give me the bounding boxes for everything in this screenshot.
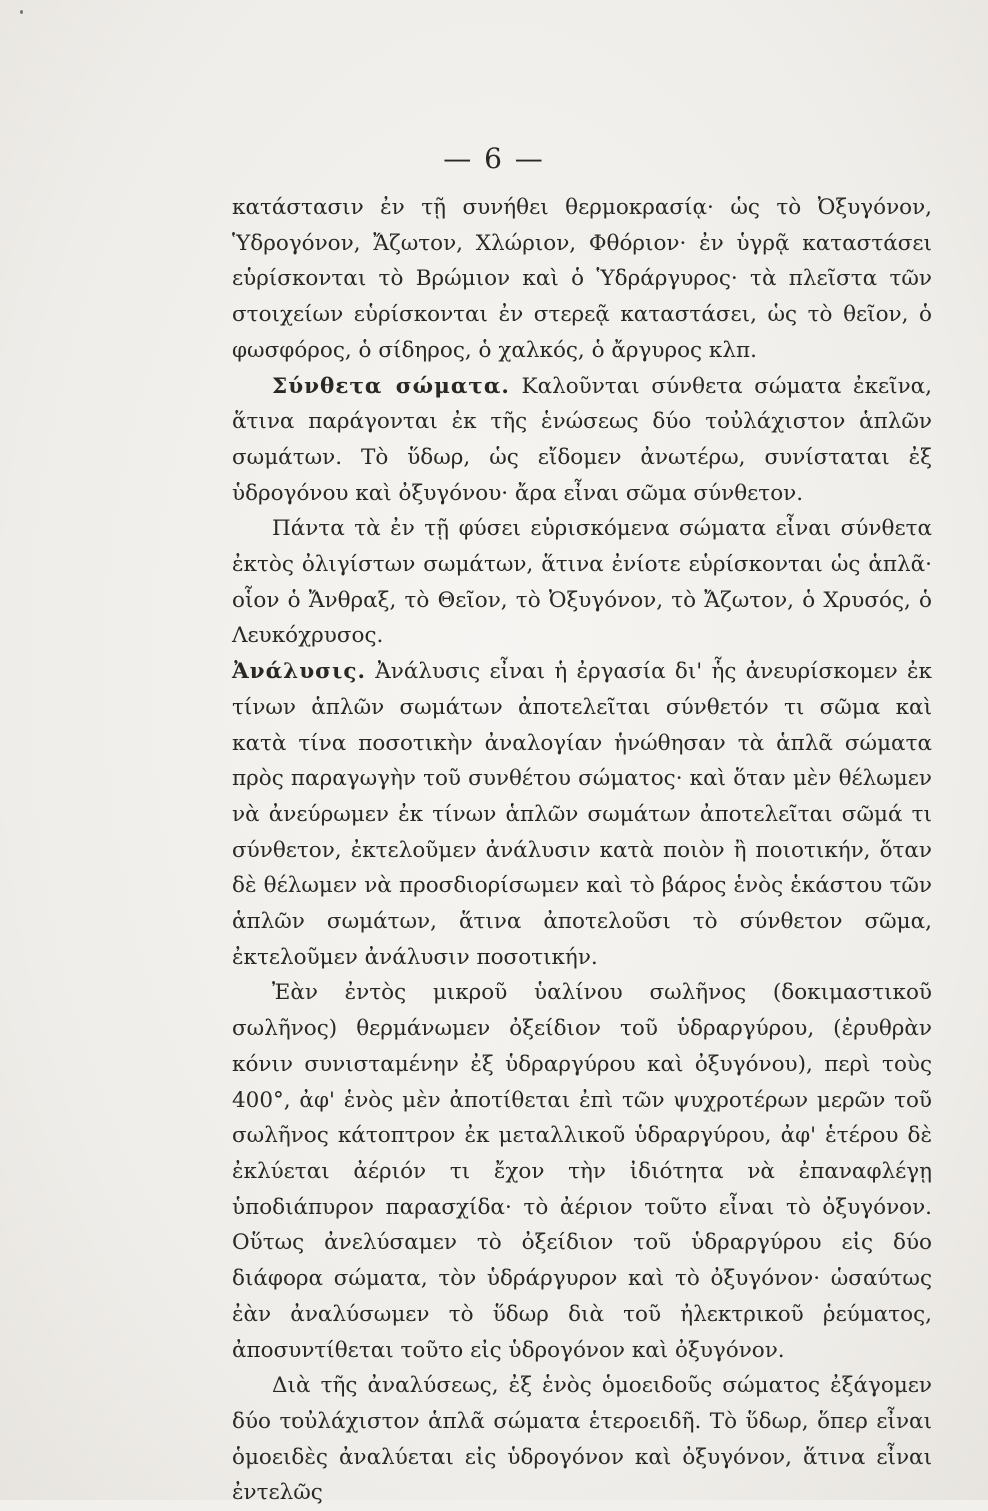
paragraph-elements: Πάντα τὰ ἐν τῇ φύσει εὑρισκόμενα σώματα εἶναι σύνθετα ἐκτὸς ὀλιγίστων σωμάτων, ἅτινα ἐνίοτε εὑρίσκονται ὡς ἁπλᾶ· οἷον ὁ Ἄνθραξ, τὸ Θεῖον, τὸ Ὀξυγόνον, τὸ Ἄζωτον, ὁ Χρυσός, ὁ Λευκόχρυσος. [232, 516, 932, 649]
paragraph-compounds [232, 369, 932, 512]
paragraph-decomposition: Διὰ τῆς ἀναλύσεως, ἐξ ἑνὸς ὁμοειδοῦς σώματος ἐξάγομεν δύο τοὐλάχιστον ἁπλᾶ σώματα ἑτεροειδῆ. Τὸ ὕδωρ, ὅπερ εἶναι ὁμοειδὲς ἀναλύεται εἰς ὑδρογόνον καὶ ὀξυγόνον, ἅτινα εἶναι ἐντελῶς [232, 1373, 932, 1506]
heading-analysis: Ἀνάλυσις. [232, 659, 366, 685]
paragraph-compounds-text: Καλοῦνται σύνθετα σώματα ἐκεῖνα, ἅτινα παράγονται ἐκ τῆς ἑνώσεως δύο τοὐλάχιστον ἁπλῶν σωμάτων. Τὸ ὕδωρ, ὡς εἴδομεν ἀνωτέρω, συνίσταται ἐξ ὑδρογόνου καὶ ὀξυγόνου· ἄρα εἶναι σῶμα σύνθετον. [232, 373, 933, 506]
paragraph-states: κατάστασιν ἐν τῇ συνήθει θερμοκρασίᾳ· ὡς τὸ Ὀξυγόνον, Ὑδρογόνον, Ἄζωτον, Χλώριον, Φθόριον· ἐν ὑγρᾷ καταστάσει εὑρίσκονται τὸ Βρώμιον καὶ ὁ Ὑδράργυρος· τὰ πλεῖστα τῶν στοιχείων εὑρίσκονται ἐν στερεᾷ καταστάσει, ὡς τὸ θεῖον, ὁ φωσφόρος, ὁ σίδηρος, ὁ χαλκός, ὁ ἄργυρος κλπ. [232, 195, 932, 363]
body-text [232, 190, 932, 1511]
scan-speck [20, 10, 23, 14]
paragraph-analysis-text: Ἀνάλυσις εἶναι ἡ ἐργασία δι' ἧς ἀνευρίσκομεν ἐκ τίνων ἁπλῶν σωμάτων ἀποτελεῖται σύνθετόν τι σῶμα καὶ κατὰ τίνα ποσοτικὴν ἀναλογίαν ἡνώθησαν τὰ ἁπλᾶ σώματα πρὸς παραγωγὴν τοῦ συνθέτου σώματος· καὶ ὅταν μὲν θέλωμεν νὰ ἀνεύρωμεν ἐκ τίνων ἁπλῶν σωμάτων ἀποτελεῖται σῶμά τι σύνθετον, ἐκτελοῦμεν ἀνάλυσιν κατὰ ποιὸν ἢ ποιοτικήν, ὅταν δὲ θέλωμεν νὰ προσδιορίσωμεν καὶ τὸ βάρος ἑνὸς ἑκάστου τῶν ἁπλῶν σωμάτων, ἅτινα ἀποτελοῦσι τὸ σύνθετον σῶμα, ἐκτελοῦμεν ἀνάλυσιν ποσοτικήν. [232, 659, 932, 970]
page-number: — 6 — [443, 142, 545, 175]
paragraph-analysis [232, 654, 932, 975]
paragraph-mercury-oxide: Ἐὰν ἐντὸς μικροῦ ὑαλίνου σωλῆνος (δοκιμαστικοῦ σωλῆνος) θερμάνωμεν ὀξείδιον τοῦ ὑδραργύρου, (ἐρυθρὰν κόνιν συνισταμένην ἐξ ὑδραργύρου καὶ ὀξυγόνου), περὶ τοὺς 400°, ἀφ' ἑνὸς μὲν ἀποτίθεται ἐπὶ τῶν ψυχροτέρων μερῶν τοῦ σωλῆνος κάτοπτρον ἐκ μεταλλικοῦ ὑδραργύρου, ἀφ' ἑτέρου δὲ ἐκλύεται ἀέριόν τι ἔχον τὴν ἰδιότητα νὰ ἐπαναφλέγῃ ὑποδιάπυρον παρασχίδα· τὸ ἀέριον τοῦτο εἶναι τὸ ὀξυγόνον. Οὕτως ἀνελύσαμεν τὸ ὀξείδιον τοῦ ὑδραργύρου εἰς δύο διάφορα σώματα, τὸν ὑδράργυρον καὶ τὸ ὀξυγόνον· ὡσαύτως ἐὰν ἀναλύσωμεν τὸ ὕδωρ διὰ τοῦ ἠλεκτρικοῦ ῥεύματος, ἀποσυντίθεται τοῦτο εἰς ὑδρογόνον καὶ ὀξυγόνον. [232, 980, 932, 1363]
heading-compounds: Σύνθετα σώματα. [272, 373, 510, 399]
